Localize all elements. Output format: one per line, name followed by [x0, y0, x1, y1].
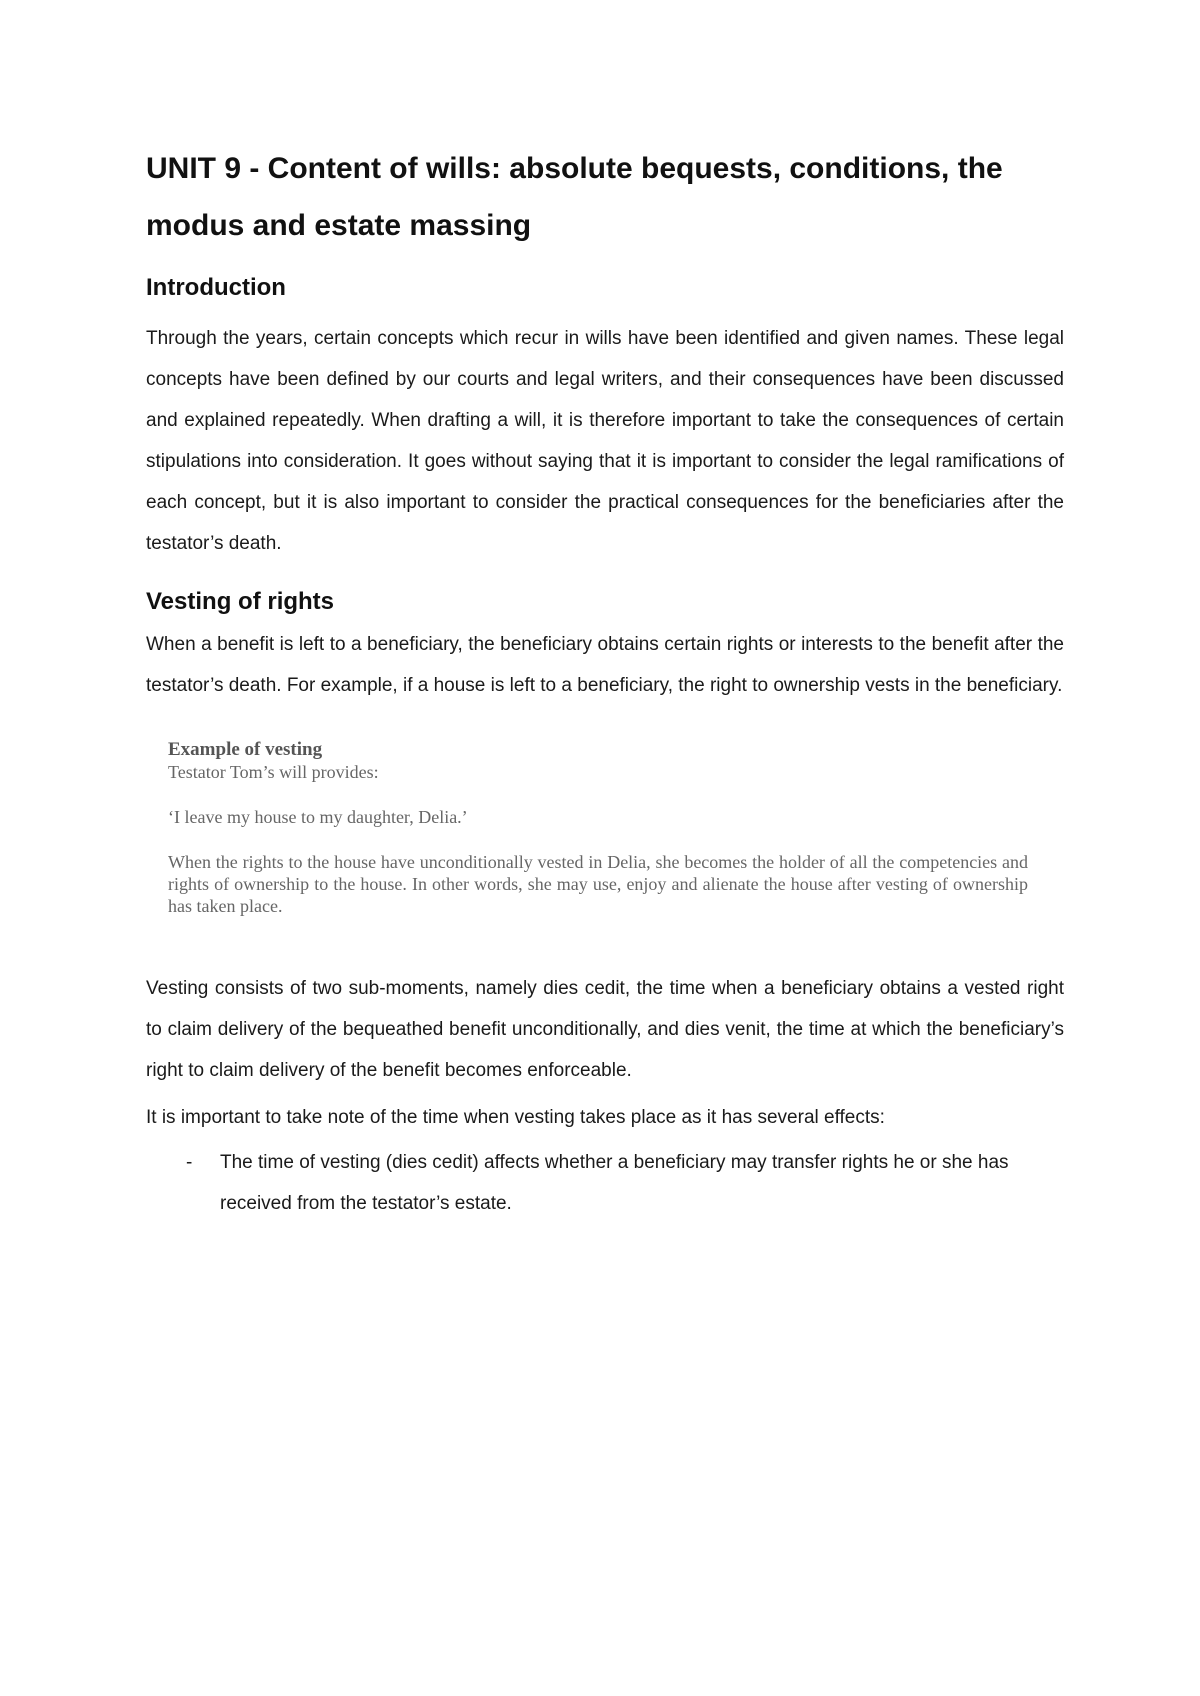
example-intro-line: Testator Tom’s will provides: [168, 762, 379, 782]
vesting-heading: Vesting of rights [146, 588, 335, 615]
bullet-text: The time of vesting (dies cedit) affects whether a beneficiary may transfer rights he or she has received from the testator’s estate. [220, 1152, 1009, 1214]
vesting-effects-list [146, 1142, 1064, 1224]
bullet-marker: - [186, 1152, 193, 1173]
list-item [146, 1142, 1064, 1224]
example-heading: Example of vesting [168, 739, 323, 760]
example-quote: ‘I leave my house to my daughter, Delia.’ [168, 807, 468, 827]
vesting-paragraph-1: When a benefit is left to a beneficiary, the beneficiary obtains certain rights or interests to the benefit after the testator’s death. For example, if a house is left to a beneficiary, the right to ownership vests in the beneficiary. [146, 634, 1064, 696]
vesting-paragraph-2: Vesting consists of two sub-moments, namely dies cedit, the time when a beneficiary obtains a vested right to claim delivery of the bequeathed benefit unconditionally, and dies venit, the time at which the beneficiary’s right to claim delivery of the benefit becomes enforceable. [146, 978, 1064, 1081]
introduction-heading: Introduction [146, 274, 286, 301]
document-content [146, 140, 1064, 1224]
example-of-vesting-box [168, 738, 1028, 968]
document-title: UNIT 9 - Content of wills: absolute bequests, conditions, the modus and estate massing [146, 152, 1003, 242]
introduction-paragraph: Through the years, certain concepts which recur in wills have been identified and given names. These legal concepts have been defined by our courts and legal writers, and their consequences have been discussed and explained repeatedly. When drafting a will, it is therefore important to take the consequences of certain stipulations into consideration. It goes without saying that it is important to consider the legal ramifications of each concept, but it is also important to consider the practical consequences for the beneficiaries after the testator’s death. [146, 328, 1064, 554]
example-body: When the rights to the house have unconditionally vested in Delia, she becomes the holder of all the competencies and rights of ownership to the house. In other words, she may use, enjoy and alienate the house after vesting of ownership has taken place. [168, 852, 1028, 916]
vesting-paragraph-3: It is important to take note of the time when vesting takes place as it has several effects: [146, 1107, 885, 1128]
